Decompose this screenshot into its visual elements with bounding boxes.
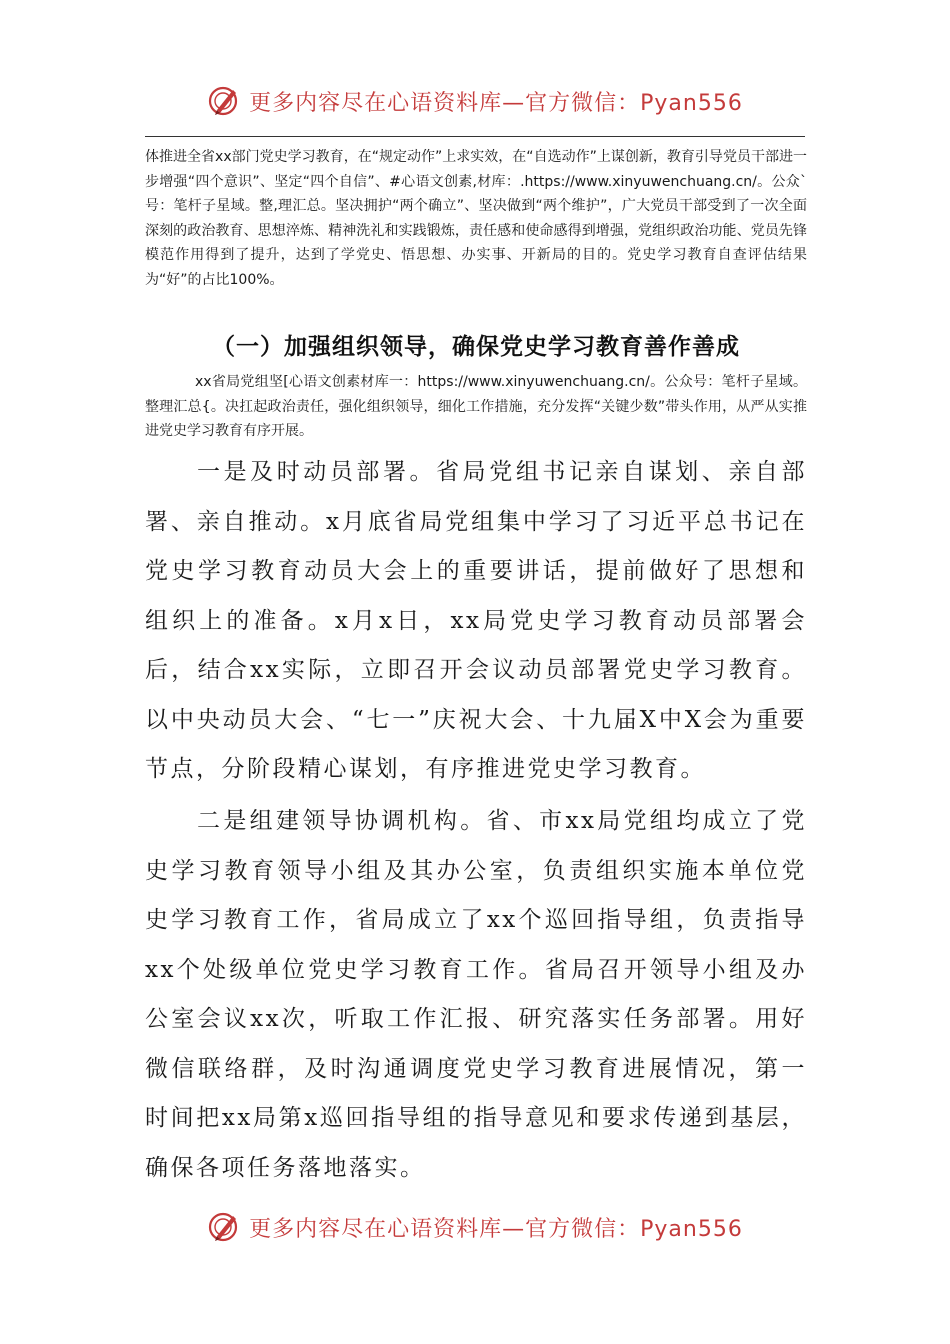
pen-logo-icon [207, 1210, 241, 1244]
leadership-paragraph: 二是组建领导协调机构。省、市xx局党组均成立了党史学习教育领导小组及其办公室，负责组织实施本单位党史学习教育工作，省局成立了xx个巡回指导组，负责指导xx个处级单位党史学习教育工作。省局召开领导小组及办公室会议xx次，听取工作汇报、研究落实任务部署。用好微信联络群，及时沟通调度党史学习教育进展情况，第一时间把xx局第x巡回指导组的指导意见和要求传递到基层，确保各项任务落地落实。 [145, 808, 807, 1181]
header-divider [145, 136, 805, 137]
footer-banner-text: 更多内容尽在心语资料库—官方微信：Pyan556 [249, 1216, 743, 1242]
header-banner [0, 84, 950, 118]
mobilization-paragraph: 一是及时动员部署。省局党组书记亲自谋划、亲自部署、亲自推动。x月底省局党组集中学习了习近平总书记在党史学习教育动员大会上的重要讲话，提前做好了思想和组织上的准备。x月x日，xx局党史学习教育动员部署会后，结合xx实际，立即召开会议动员部署党史学习教育。以中央动员大会、“七一”庆祝大会、十九届X中X会为重要节点，分阶段精心谋划，有序推进党史学习教育。 [145, 459, 807, 782]
header-banner-text: 更多内容尽在心语资料库—官方微信：Pyan556 [249, 90, 743, 116]
section-intro-paragraph: xx省局党组坚[心语文创素材库一：https://www.xinyuwenchuang.cn/。公众号：笔杆子星域。整理汇总{。决扛起政治责任，强化组织领导，细化工作措施，充分发挥“关键少数”带头作用，从严从实推进党史学习教育有序开展。 [145, 374, 807, 439]
intro-paragraph: 体推进全省xx部门党史学习教育，在“规定动作”上求实效，在“自选动作”上谋创新，教育引导党员干部进一步增强“四个意识”、坚定“四个自信”、#心语文创素,材库：.https://www.xinyuwenchuang.cn/。公众`号：笔杆子星域。整,理汇总。坚决拥护“两个确立”、坚决做到“两个维护”，广大党员干部受到了一次全面深刻的政治教育、思想淬炼、精神洗礼和实践锻炼，责任感和使命感得到增强，党组织政治功能、党员先锋模范作用得到了提升，达到了学党史、悟思想、办实事、开新局的目的。党史学习教育自查评估结果为“好”的占比100%。 [145, 149, 807, 288]
pen-logo-icon [207, 84, 241, 118]
footer-banner [0, 1210, 950, 1244]
section-heading: （一）加强组织领导，确保党史学习教育善作善成 [212, 334, 740, 360]
